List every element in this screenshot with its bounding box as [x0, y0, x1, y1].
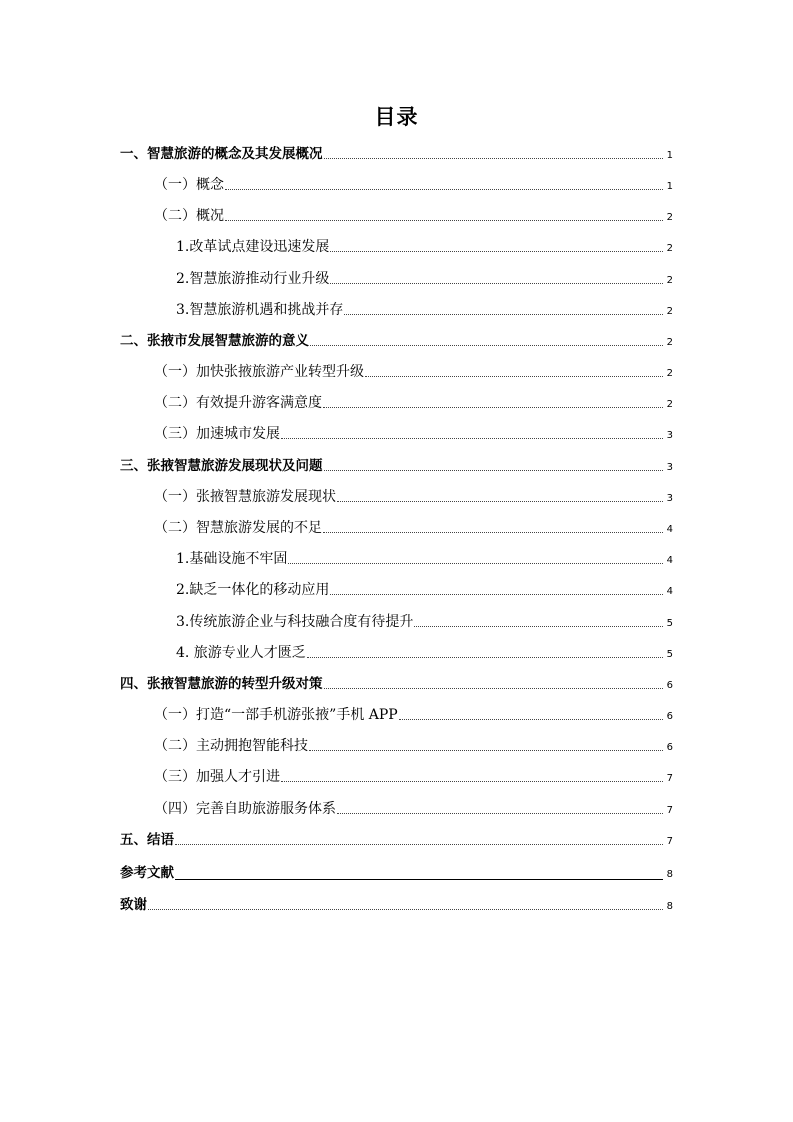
- toc-page-number: 2: [666, 368, 673, 379]
- toc-page-number: 1: [666, 181, 673, 192]
- dot-leader: [148, 908, 663, 910]
- dot-leader: [344, 313, 663, 315]
- toc-entry[interactable]: [120, 451, 673, 475]
- toc-entry[interactable]: [120, 201, 673, 225]
- toc-entry-text: 二、张掖市发展智慧旅游的意义: [120, 333, 309, 349]
- toc-page-number: 8: [666, 901, 673, 912]
- dot-leader: [310, 344, 663, 346]
- dot-leader: [330, 282, 663, 284]
- dot-leader: [324, 687, 664, 689]
- toc-title: 目录: [374, 105, 419, 129]
- toc-entry[interactable]: [120, 700, 673, 724]
- dot-leader: [288, 562, 663, 564]
- toc-entry[interactable]: [120, 357, 673, 381]
- dot-leader: [324, 157, 664, 159]
- toc-page-number: 8: [666, 869, 673, 880]
- dot-leader: [330, 593, 663, 595]
- toc-page-number: 7: [666, 773, 673, 784]
- toc-page-number: 4: [666, 586, 673, 597]
- dot-leader: [175, 843, 663, 845]
- toc-page-number: 7: [666, 805, 673, 816]
- toc-entry-text: 2.智慧旅游推动行业升级: [176, 271, 330, 287]
- dot-leader: [309, 749, 663, 751]
- toc-entry[interactable]: [120, 825, 673, 849]
- toc-entry[interactable]: [120, 669, 673, 693]
- toc-entry-text: 1.改革试点建设迅速发展: [176, 239, 330, 255]
- dot-leader: [399, 718, 663, 720]
- toc-entry[interactable]: [120, 794, 673, 818]
- toc-entry[interactable]: [120, 638, 673, 662]
- toc-entry[interactable]: [120, 858, 673, 882]
- dot-leader: [225, 188, 663, 190]
- toc-page-number: 4: [666, 555, 673, 566]
- toc-entry-text: 一、智慧旅游的概念及其发展概况: [120, 146, 323, 162]
- toc-entry-text: 1.基础设施不牢固: [176, 551, 288, 567]
- toc-entry[interactable]: [120, 170, 673, 194]
- toc-entry[interactable]: [120, 139, 673, 163]
- toc-entry-text: （一）打造“一部手机游张掖”手机 APP: [154, 707, 398, 723]
- toc-entry-text: 3.传统旅游企业与科技融合度有待提升: [176, 614, 414, 630]
- toc-page-number: 2: [666, 306, 673, 317]
- dot-leader: [337, 500, 663, 502]
- toc-entry-text: （二）概况: [154, 208, 224, 224]
- dot-leader: [175, 878, 663, 880]
- toc-entry[interactable]: [120, 419, 673, 443]
- toc-entry-text: 四、张掖智慧旅游的转型升级对策: [120, 676, 323, 692]
- dot-leader: [414, 625, 663, 627]
- toc-entry-text: （三）加强人才引进: [154, 769, 280, 785]
- toc-entry[interactable]: [120, 513, 673, 537]
- toc-entry-text: （二）智慧旅游发展的不足: [154, 520, 322, 536]
- toc-page-number: 5: [666, 649, 673, 660]
- dot-leader: [337, 812, 663, 814]
- toc-page-number: 1: [666, 150, 673, 161]
- toc-page-number: 6: [666, 680, 673, 691]
- dot-leader: [281, 780, 663, 782]
- dot-leader: [323, 406, 663, 408]
- dot-leader: [323, 531, 663, 533]
- toc-entry[interactable]: [120, 232, 673, 256]
- dot-leader: [330, 250, 663, 252]
- dot-leader: [281, 437, 663, 439]
- toc-page-number: 6: [666, 711, 673, 722]
- toc-entry-text: 2.缺乏一体化的移动应用: [176, 582, 330, 598]
- toc-page-number: 7: [666, 836, 673, 847]
- toc-page-number: 3: [666, 430, 673, 441]
- toc-entry[interactable]: [120, 890, 673, 914]
- toc-page-number: 3: [666, 493, 673, 504]
- toc-page-number: 2: [666, 243, 673, 254]
- dot-leader: [307, 656, 663, 658]
- toc-entry-text: 致谢: [120, 897, 147, 913]
- toc-page-number: 3: [666, 462, 673, 473]
- dot-leader: [225, 219, 663, 221]
- toc-entry-text: （四）完善自助旅游服务体系: [154, 801, 336, 817]
- toc-entry-text: （三）加速城市发展: [154, 426, 280, 442]
- toc-entry[interactable]: [120, 264, 673, 288]
- toc-page-number: 4: [666, 524, 673, 535]
- toc-entry-text: 3.智慧旅游机遇和挑战并存: [176, 302, 344, 318]
- dot-leader: [365, 375, 663, 377]
- toc-entry-text: 五、结语: [120, 832, 174, 848]
- toc-entry-text: （二）有效提升游客满意度: [154, 395, 322, 411]
- toc-entry[interactable]: [120, 295, 673, 319]
- toc-entry[interactable]: [120, 762, 673, 786]
- toc-entry-text: （一）加快张掖旅游产业转型升级: [154, 364, 364, 380]
- toc-entry-text: 三、张掖智慧旅游发展现状及问题: [120, 458, 323, 474]
- toc-page-number: 2: [666, 337, 673, 348]
- toc-entry[interactable]: [120, 326, 673, 350]
- toc-entry[interactable]: [120, 544, 673, 568]
- dot-leader: [324, 469, 664, 471]
- toc-entry[interactable]: [120, 607, 673, 631]
- toc-entry[interactable]: [120, 388, 673, 412]
- toc-page-number: 5: [666, 618, 673, 629]
- toc-entry-text: 4. 旅游专业人才匮乏: [176, 645, 306, 661]
- toc-entry-text: 参考文献: [120, 865, 174, 881]
- toc-page-number: 2: [666, 399, 673, 410]
- toc-entry[interactable]: [120, 575, 673, 599]
- toc-entry[interactable]: [120, 731, 673, 755]
- toc-entry[interactable]: [120, 482, 673, 506]
- toc-page-number: 2: [666, 275, 673, 286]
- toc-page-number: 6: [666, 742, 673, 753]
- toc-entry-text: （一）张掖智慧旅游发展现状: [154, 489, 336, 505]
- toc-entry-text: （二）主动拥抱智能科技: [154, 738, 308, 754]
- toc-entry-text: （一）概念: [154, 177, 224, 193]
- toc-page-number: 2: [666, 212, 673, 223]
